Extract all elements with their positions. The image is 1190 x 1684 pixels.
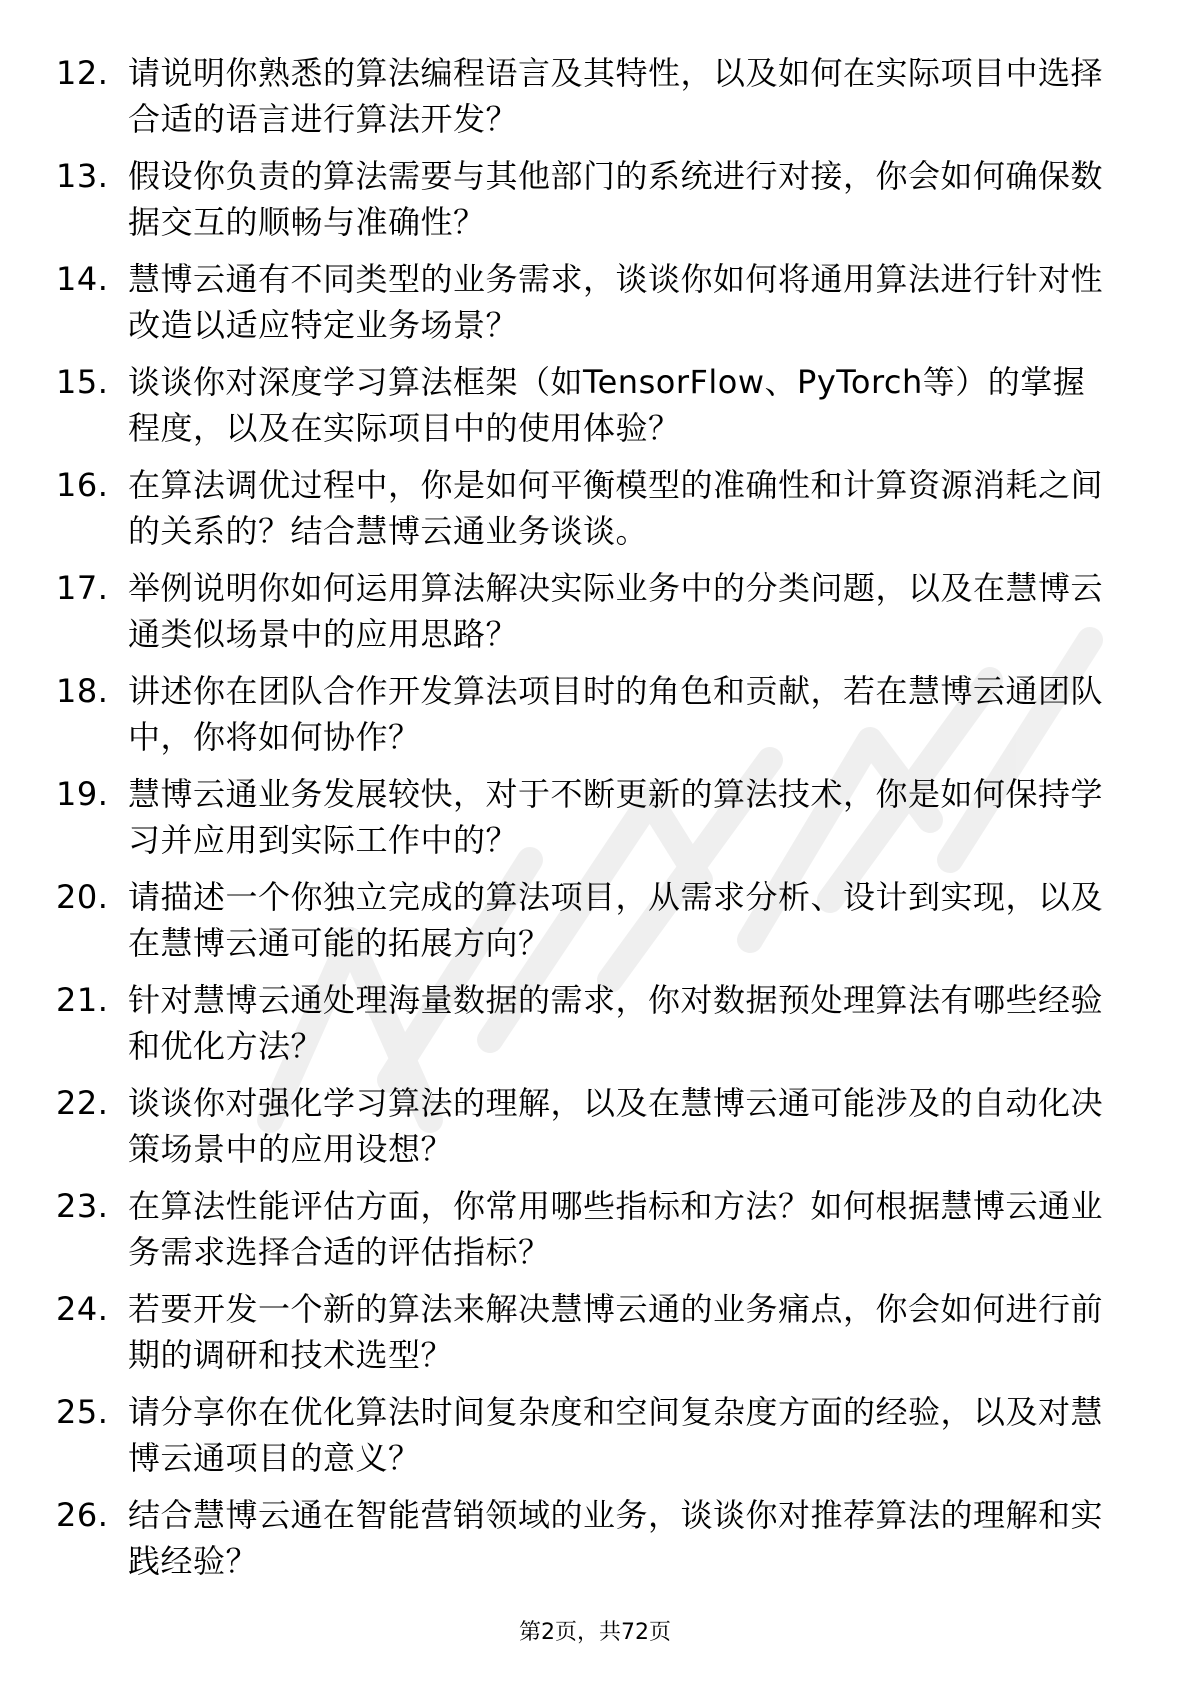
page-number-label: 第2页，共72页	[519, 1620, 671, 1645]
question-text: 讲述你在团队合作开发算法项目时的角色和贡献，若在慧博云通团队中，你将如何协作？	[128, 672, 1104, 756]
question-number: 19.	[56, 775, 109, 813]
question-text: 若要开发一个新的算法来解决慧博云通的业务痛点，你会如何进行前期的调研和技术选型？	[128, 1290, 1104, 1374]
question-item	[56, 1286, 1116, 1378]
question-item	[56, 50, 1116, 142]
question-text: 假设你负责的算法需要与其他部门的系统进行对接，你会如何确保数据交互的顺畅与准确性？	[128, 157, 1104, 241]
question-item	[56, 1389, 1116, 1481]
question-text: 谈谈你对深度学习算法框架（如TensorFlow、PyTorch等）的掌握程度，以及在实际项目中的使用体验？	[128, 363, 1086, 447]
question-number: 12.	[56, 54, 109, 92]
question-text: 请描述一个你独立完成的算法项目，从需求分析、设计到实现，以及在慧博云通可能的拓展方向？	[128, 878, 1104, 962]
question-number: 26.	[56, 1496, 109, 1534]
question-number: 22.	[56, 1084, 109, 1122]
question-number: 18.	[56, 672, 109, 710]
question-number: 25.	[56, 1393, 109, 1431]
question-item	[56, 153, 1116, 245]
question-item	[56, 1183, 1116, 1275]
question-list	[56, 50, 1116, 1595]
question-text: 请说明你熟悉的算法编程语言及其特性，以及如何在实际项目中选择合适的语言进行算法开发？	[128, 54, 1104, 138]
question-item	[56, 462, 1116, 554]
question-text: 谈谈你对强化学习算法的理解，以及在慧博云通可能涉及的自动化决策场景中的应用设想？	[128, 1084, 1104, 1168]
question-item	[56, 359, 1116, 451]
question-item	[56, 256, 1116, 348]
question-item	[56, 977, 1116, 1069]
question-number: 24.	[56, 1290, 109, 1328]
question-number: 16.	[56, 466, 109, 504]
question-number: 13.	[56, 157, 109, 195]
question-number: 21.	[56, 981, 109, 1019]
question-item	[56, 771, 1116, 863]
question-text: 慧博云通业务发展较快，对于不断更新的算法技术，你是如何保持学习并应用到实际工作中的？	[128, 775, 1104, 859]
question-item	[56, 565, 1116, 657]
question-item	[56, 1080, 1116, 1172]
question-number: 20.	[56, 878, 109, 916]
question-text: 在算法调优过程中，你是如何平衡模型的准确性和计算资源消耗之间的关系的？结合慧博云通业务谈谈。	[128, 466, 1104, 550]
question-text: 慧博云通有不同类型的业务需求，谈谈你如何将通用算法进行针对性改造以适应特定业务场景？	[128, 260, 1104, 344]
question-number: 17.	[56, 569, 109, 607]
question-item	[56, 668, 1116, 760]
page-footer	[0, 1618, 1190, 1648]
question-text: 在算法性能评估方面，你常用哪些指标和方法？如何根据慧博云通业务需求选择合适的评估指标？	[128, 1187, 1104, 1271]
question-number: 23.	[56, 1187, 109, 1225]
question-item	[56, 874, 1116, 966]
question-text: 针对慧博云通处理海量数据的需求，你对数据预处理算法有哪些经验和优化方法？	[128, 981, 1104, 1065]
question-number: 14.	[56, 260, 109, 298]
question-text: 请分享你在优化算法时间复杂度和空间复杂度方面的经验，以及对慧博云通项目的意义？	[128, 1393, 1104, 1477]
question-item	[56, 1492, 1116, 1584]
question-text: 结合慧博云通在智能营销领域的业务，谈谈你对推荐算法的理解和实践经验？	[128, 1496, 1104, 1580]
question-number: 15.	[56, 363, 109, 401]
question-text: 举例说明你如何运用算法解决实际业务中的分类问题，以及在慧博云通类似场景中的应用思路？	[128, 569, 1104, 653]
